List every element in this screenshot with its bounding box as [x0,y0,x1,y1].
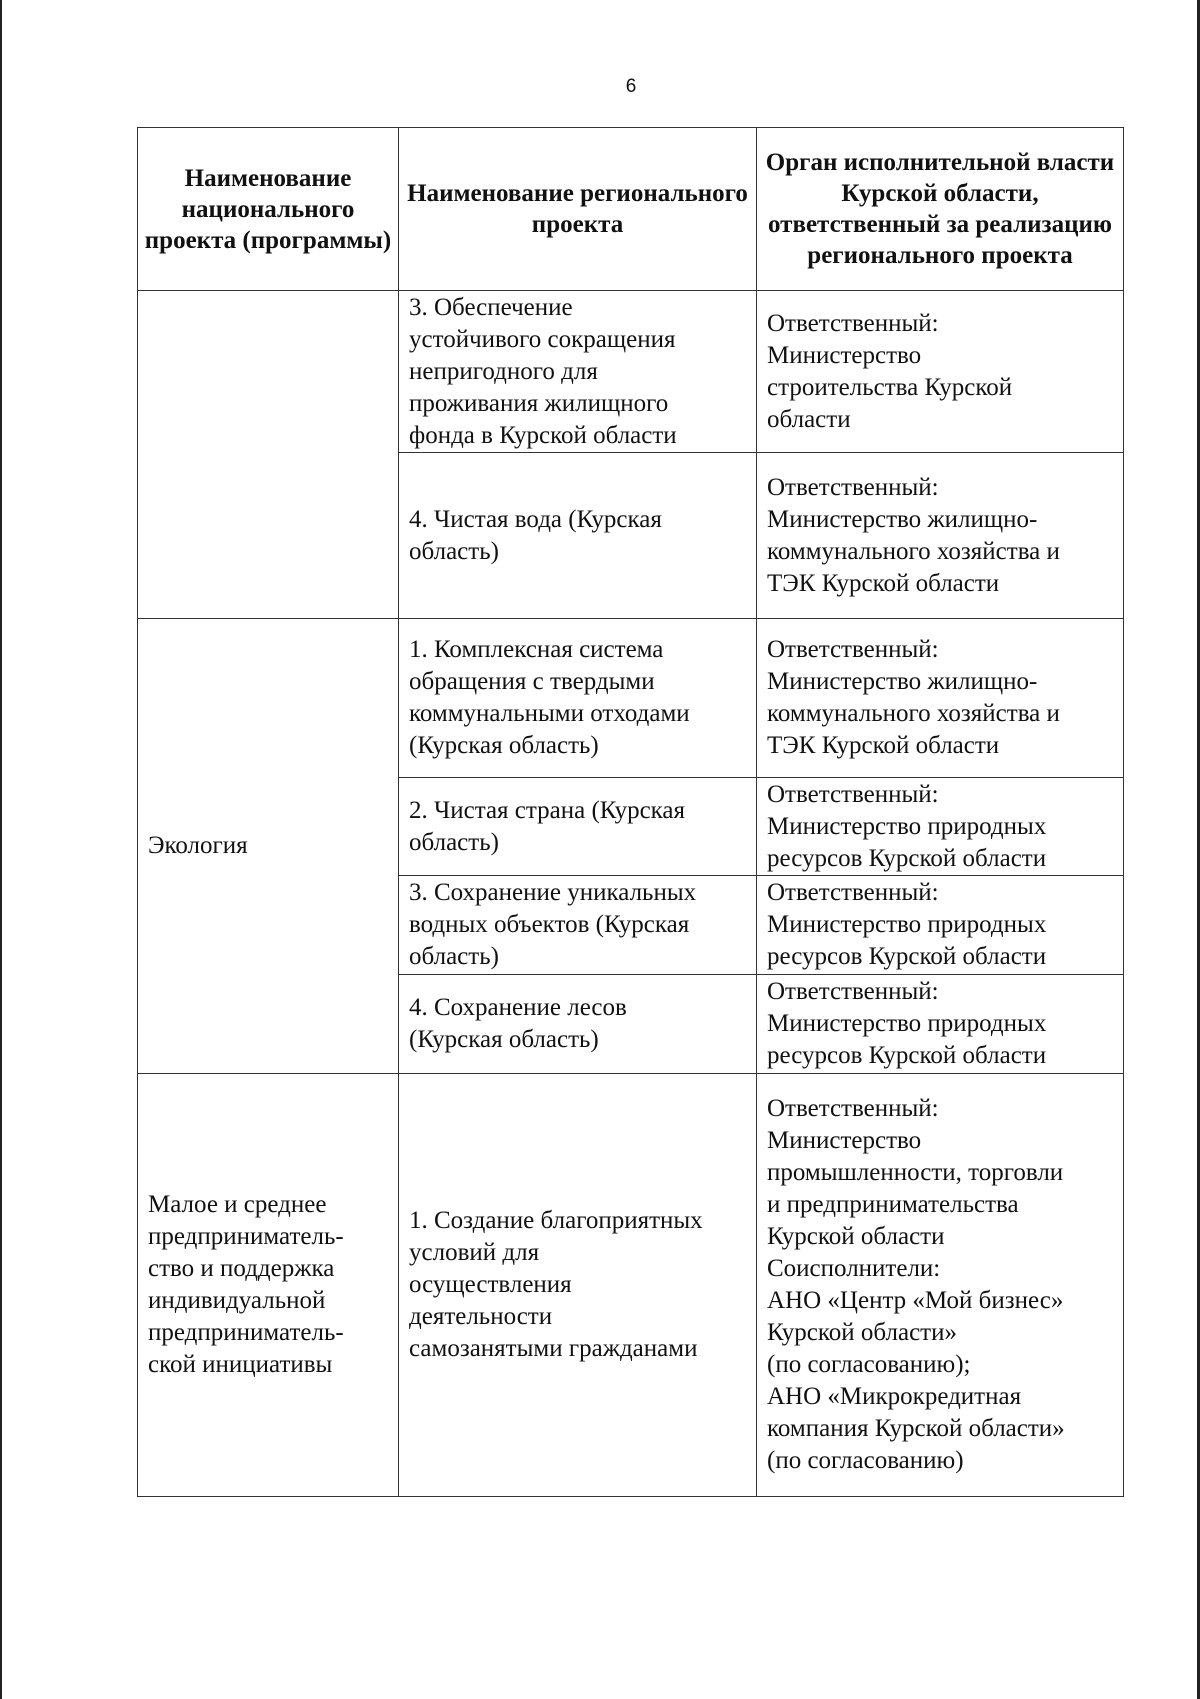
responsible-cell: Ответственный: Министерство природных ресурсов Курской области [757,778,1124,876]
national-project-cell: Экология [138,619,399,1074]
responsible-cell: Ответственный: Министерство промышленности, торговли и предпринимательства Курской области Соисполнители: АНО «Центр «Мой бизнес» Курской области» (по согласованию); АНО «Микрокредитная компания Курской области» (по согласованию) [757,1074,1124,1497]
table-row [138,291,1124,453]
regional-project-cell: 1. Создание благоприятных условий для осуществления деятельности самозанятыми гражданами [399,1074,757,1497]
responsible-cell: Ответственный: Министерство жилищно- коммунального хозяйства и ТЭК Курской области [757,453,1124,619]
responsible-cell: Ответственный: Министерство строительства Курской области [757,291,1124,453]
regional-project-cell: 1. Комплексная система обращения с твердыми коммунальными отходами (Курская область) [399,619,757,778]
national-project-cell [138,291,399,619]
table-header-row [138,128,1124,291]
regional-project-cell: 4. Сохранение лесов (Курская область) [399,975,757,1074]
responsible-cell: Ответственный: Министерство природных ресурсов Курской области [757,876,1124,975]
regional-project-cell: 3. Обеспечение устойчивого сокращения непригодного для проживания жилищного фонда в Курской области [399,291,757,453]
table-row [138,1074,1124,1497]
header-national-project: Наименование национального проекта (программы) [138,128,399,291]
header-regional-project: Наименование регионального проекта [399,128,757,291]
table-row [138,619,1124,778]
header-responsible-authority: Орган исполнительной власти Курской области, ответственный за реализацию регионального проекта [757,128,1124,291]
regional-project-cell: 3. Сохранение уникальных водных объектов (Курская область) [399,876,757,975]
page-number: 6 [625,76,637,97]
responsible-cell: Ответственный: Министерство природных ресурсов Курской области [757,975,1124,1074]
regional-project-cell: 4. Чистая вода (Курская область) [399,453,757,619]
regional-project-cell: 2. Чистая страна (Курская область) [399,778,757,876]
responsible-cell: Ответственный: Министерство жилищно- коммунального хозяйства и ТЭК Курской области [757,619,1124,778]
national-project-cell: Малое и среднее предприниматель- ство и поддержка индивидуальной предприниматель- ской инициативы [138,1074,399,1497]
regional-projects-table [137,127,1124,1497]
